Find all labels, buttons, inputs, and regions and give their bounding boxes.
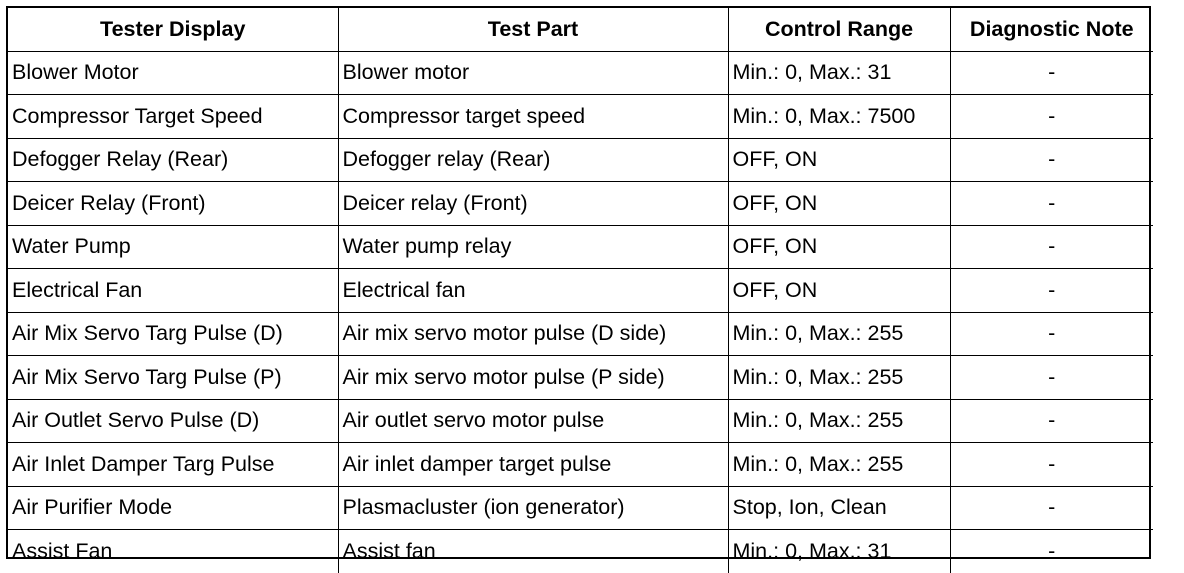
table-row <box>8 269 1153 313</box>
diagnostic-note-cell: - <box>950 486 1153 530</box>
control-range-cell: Min.: 0, Max.: 255 <box>728 356 950 400</box>
control-range-cell: Min.: 0, Max.: 7500 <box>728 95 950 139</box>
test-part-cell: Plasmacluster (ion generator) <box>338 486 728 530</box>
diagnostic-note-cell: - <box>950 269 1153 313</box>
test-part-cell: Water pump relay <box>338 225 728 269</box>
control-range-cell: OFF, ON <box>728 182 950 226</box>
test-part-cell: Air inlet damper target pulse <box>338 443 728 487</box>
table-row <box>8 182 1153 226</box>
header-diagnostic-note: Diagnostic Note <box>950 8 1153 51</box>
control-range-cell: Min.: 0, Max.: 255 <box>728 443 950 487</box>
diagnostic-note-cell: - <box>950 51 1153 95</box>
table-body <box>8 51 1153 573</box>
table-row <box>8 51 1153 95</box>
table-header-row <box>8 8 1153 51</box>
header-test-part: Test Part <box>338 8 728 51</box>
test-part-cell: Air outlet servo motor pulse <box>338 399 728 443</box>
test-part-cell: Assist fan <box>338 530 728 573</box>
diagnostic-note-cell: - <box>950 95 1153 139</box>
control-range-cell: Stop, Ion, Clean <box>728 486 950 530</box>
diagnostic-note-cell: - <box>950 182 1153 226</box>
header-control-range: Control Range <box>728 8 950 51</box>
table-row <box>8 225 1153 269</box>
control-range-cell: Min.: 0, Max.: 255 <box>728 399 950 443</box>
active-test-table-container <box>6 6 1151 563</box>
control-range-cell: Min.: 0, Max.: 31 <box>728 530 950 573</box>
test-part-cell: Air mix servo motor pulse (P side) <box>338 356 728 400</box>
diagnostic-note-cell: - <box>950 399 1153 443</box>
test-part-cell: Blower motor <box>338 51 728 95</box>
tester-display-cell: Assist Fan <box>8 530 338 573</box>
table-row <box>8 138 1153 182</box>
table-row <box>8 95 1153 139</box>
tester-display-cell: Air Mix Servo Targ Pulse (D) <box>8 312 338 356</box>
test-part-cell: Deicer relay (Front) <box>338 182 728 226</box>
tester-display-cell: Compressor Target Speed <box>8 95 338 139</box>
control-range-cell: Min.: 0, Max.: 31 <box>728 51 950 95</box>
table-row <box>8 399 1153 443</box>
test-part-cell: Electrical fan <box>338 269 728 313</box>
control-range-cell: Min.: 0, Max.: 255 <box>728 312 950 356</box>
diagnostic-note-cell: - <box>950 356 1153 400</box>
table-row <box>8 486 1153 530</box>
table-row <box>8 356 1153 400</box>
table-row <box>8 530 1153 573</box>
tester-display-cell: Water Pump <box>8 225 338 269</box>
diagnostic-note-cell: - <box>950 530 1153 573</box>
active-test-table <box>8 8 1153 573</box>
control-range-cell: OFF, ON <box>728 138 950 182</box>
tester-display-cell: Air Outlet Servo Pulse (D) <box>8 399 338 443</box>
diagnostic-note-cell: - <box>950 138 1153 182</box>
table-row <box>8 443 1153 487</box>
tester-display-cell: Deicer Relay (Front) <box>8 182 338 226</box>
diagnostic-note-cell: - <box>950 225 1153 269</box>
header-tester-display: Tester Display <box>8 8 338 51</box>
control-range-cell: OFF, ON <box>728 269 950 313</box>
tester-display-cell: Air Inlet Damper Targ Pulse <box>8 443 338 487</box>
tester-display-cell: Blower Motor <box>8 51 338 95</box>
test-part-cell: Defogger relay (Rear) <box>338 138 728 182</box>
tester-display-cell: Air Purifier Mode <box>8 486 338 530</box>
control-range-cell: OFF, ON <box>728 225 950 269</box>
tester-display-cell: Air Mix Servo Targ Pulse (P) <box>8 356 338 400</box>
test-part-cell: Compressor target speed <box>338 95 728 139</box>
diagnostic-note-cell: - <box>950 443 1153 487</box>
tester-display-cell: Defogger Relay (Rear) <box>8 138 338 182</box>
tester-display-cell: Electrical Fan <box>8 269 338 313</box>
test-part-cell: Air mix servo motor pulse (D side) <box>338 312 728 356</box>
table-row <box>8 312 1153 356</box>
diagnostic-note-cell: - <box>950 312 1153 356</box>
